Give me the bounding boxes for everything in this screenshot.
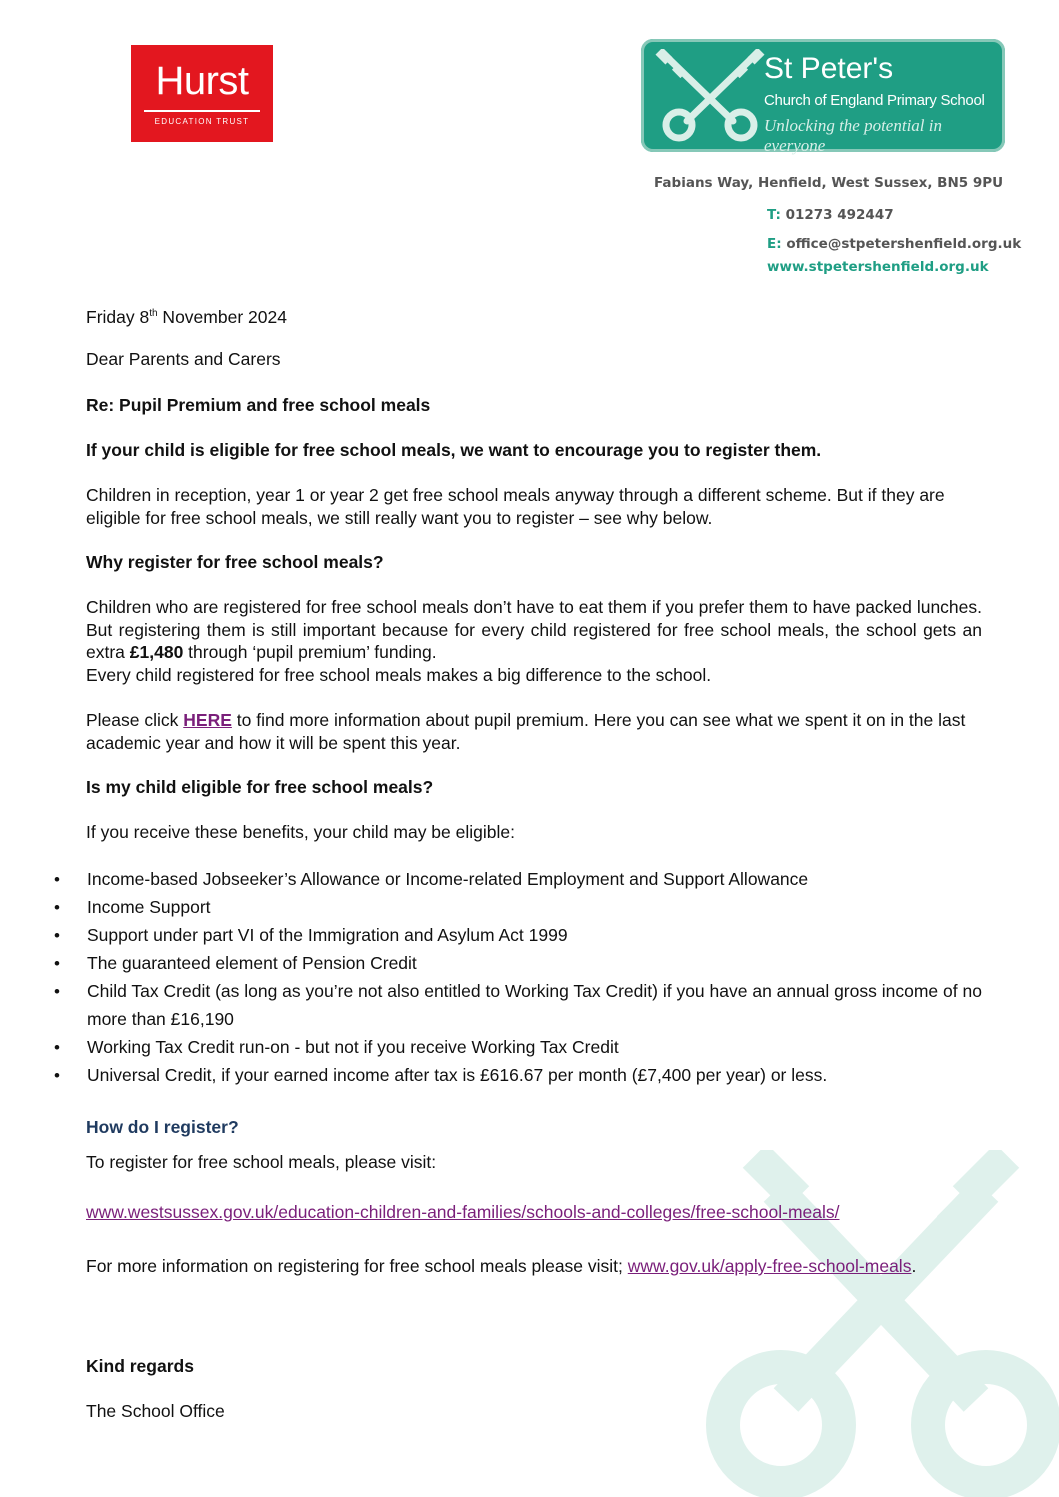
school-address: Fabians Way, Henfield, West Sussex, BN5 9PU bbox=[654, 175, 1004, 191]
letter-lead: If your child is eligible for free school meals, we want to encourage you to register them. bbox=[86, 440, 822, 460]
date-day: Friday 8 bbox=[86, 306, 150, 327]
gov-apply-free-school-meals-link[interactable]: www.gov.uk/apply-free-school-meals bbox=[627, 1256, 912, 1276]
register-intro: To register for free school meals, please visit: bbox=[86, 1152, 437, 1172]
paragraph-gov-info bbox=[86, 1253, 982, 1280]
school-name: St Peter's bbox=[764, 52, 894, 85]
paragraph-difference: Every child registered for free school meals makes a big difference to the school. bbox=[86, 665, 712, 685]
pupil-premium-here-link[interactable]: HERE bbox=[183, 710, 232, 730]
pupil-premium-text-a: Children who are registered for free school meals don’t have to eat them if you prefer them to have packed lunches. But registering them is still important because for every child registered for free school meals, the school gets an extra bbox=[86, 597, 982, 662]
hurst-logo-subtitle: EDUCATION TRUST bbox=[154, 117, 250, 126]
st-peters-school-logo bbox=[641, 39, 1005, 155]
letter-date bbox=[86, 303, 287, 328]
date-month-year: November 2024 bbox=[157, 306, 287, 327]
email-address[interactable]: office@stpetershenfield.org.uk bbox=[786, 236, 1022, 252]
west-sussex-free-school-meals-link[interactable]: www.westsussex.gov.uk/education-children-and-families/schools-and-colleges/free-school-meals/ bbox=[86, 1202, 840, 1222]
more-info-text-b: to find more information about pupil premium. Here you can see what we spent it on in the last academic year and how it will be spent this year. bbox=[86, 710, 966, 753]
list-item: • Working Tax Credit run-on - but not if you receive Working Tax Credit bbox=[54, 1034, 984, 1062]
paragraph-reception-scheme: Children in reception, year 1 or year 2 get free school meals anyway through a different scheme. But if they are eligible for free school meals, we still really want you to register – see why below. bbox=[86, 485, 945, 528]
school-name-subtitle: Church of England Primary School bbox=[764, 92, 985, 109]
school-motto: Unlocking the potential in everyone bbox=[764, 116, 942, 155]
gov-info-period: . bbox=[911, 1256, 917, 1276]
list-item: • Income Support bbox=[54, 894, 984, 922]
letter-subject: Re: Pupil Premium and free school meals bbox=[86, 395, 431, 415]
letter-signature: The School Office bbox=[86, 1401, 225, 1421]
heading-how-register: How do I register? bbox=[86, 1117, 239, 1137]
paragraph-pupil-premium bbox=[86, 596, 982, 664]
hurst-logo-rule bbox=[144, 110, 260, 112]
list-item: • Support under part VI of the Immigration and Asylum Act 1999 bbox=[54, 922, 984, 950]
school-website-link[interactable]: www.stpetershenfield.org.uk bbox=[767, 259, 989, 275]
more-info-text-a: Please click bbox=[86, 710, 184, 730]
list-item: • Child Tax Credit (as long as you’re not also entitled to Working Tax Credit) if you have an annual gross income of no more than £16,190 bbox=[54, 978, 984, 1033]
hurst-education-trust-logo bbox=[131, 45, 273, 142]
school-email bbox=[767, 236, 1021, 252]
telephone-label: T: bbox=[767, 207, 781, 223]
hurst-logo-name: Hurst bbox=[155, 59, 249, 103]
email-label: E: bbox=[767, 236, 782, 252]
letter-signoff: Kind regards bbox=[86, 1356, 194, 1376]
heading-why-register: Why register for free school meals? bbox=[86, 552, 384, 572]
pupil-premium-text-b: through ‘pupil premium’ funding. bbox=[183, 642, 437, 662]
pupil-premium-amount: £1,480 bbox=[129, 642, 184, 662]
heading-eligibility: Is my child eligible for free school meals? bbox=[86, 777, 434, 797]
crossed-keys-icon bbox=[651, 49, 769, 143]
gov-info-text: For more information on registering for free school meals please visit; bbox=[86, 1256, 628, 1276]
date-ordinal: th bbox=[149, 308, 158, 319]
list-item: • The guaranteed element of Pension Credit bbox=[54, 950, 984, 978]
letter-greeting: Dear Parents and Carers bbox=[86, 349, 281, 369]
list-item: • Income-based Jobseeker’s Allowance or Income-related Employment and Support Allowance bbox=[54, 866, 984, 894]
telephone-number: 01273 492447 bbox=[785, 207, 894, 223]
paragraph-more-info bbox=[86, 709, 982, 754]
benefits-intro: If you receive these benefits, your child may be eligible: bbox=[86, 822, 515, 842]
benefits-list bbox=[54, 866, 984, 1090]
school-telephone bbox=[767, 207, 894, 223]
list-item: • Universal Credit, if your earned income after tax is £616.67 per month (£7,400 per year) or less. bbox=[54, 1062, 984, 1090]
